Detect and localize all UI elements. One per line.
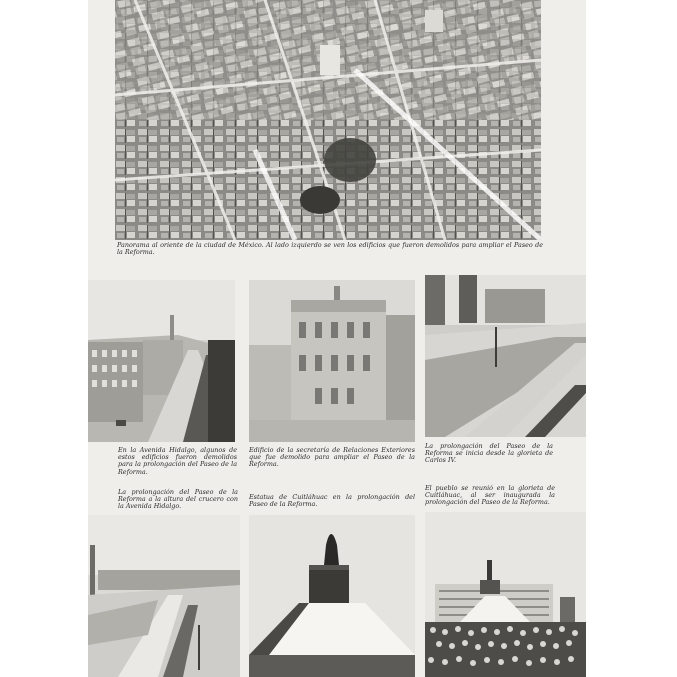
glorieta-carlos-iv-caption: La prolongación del Paseo de la Reforma se inicia desde la glorieta de Carlos IV. — [425, 442, 553, 465]
avenida-hidalgo-photo — [88, 280, 235, 442]
estatua-cuitlahuac-caption: Estatua de Cuitláhuac en la prolongación del Paseo de la Reforma. — [249, 493, 415, 509]
aerial-panorama-photo — [115, 0, 541, 240]
pueblo-glorieta-caption: El pueblo se reunió en la glorieta de Cuitláhuac, al ser inaugurada la prolongación del Paseo de la Reforma. — [425, 484, 555, 507]
crucero-hidalgo-photo — [88, 515, 240, 677]
relaciones-exteriores-caption: Edificio de la secretaría de Relaciones Exteriores que fue demolido para ampliar el Paseo de la Reforma. — [249, 446, 415, 469]
relaciones-exteriores-photo — [249, 280, 415, 442]
glorieta-carlos-iv-photo — [425, 275, 586, 437]
estatua-cuitlahuac-photo — [249, 515, 415, 677]
pueblo-glorieta-photo — [425, 512, 586, 677]
avenida-hidalgo-caption: En la Avenida Hidalgo, algunos de estos edificios fueron demolidos para la prolongación del Paseo de la Reforma. — [118, 446, 237, 476]
crucero-hidalgo-caption: La prolongación del Paseo de la Reforma a la altura del crucero con la Avenida Hidalgo. — [118, 488, 238, 511]
panorama-caption: Panorama al oriente de la ciudad de México. Al lado izquierdo se ven los edificios que fueron demolidos para ampliar el Paseo de la Reforma. — [117, 241, 543, 257]
magazine-page — [88, 0, 586, 677]
